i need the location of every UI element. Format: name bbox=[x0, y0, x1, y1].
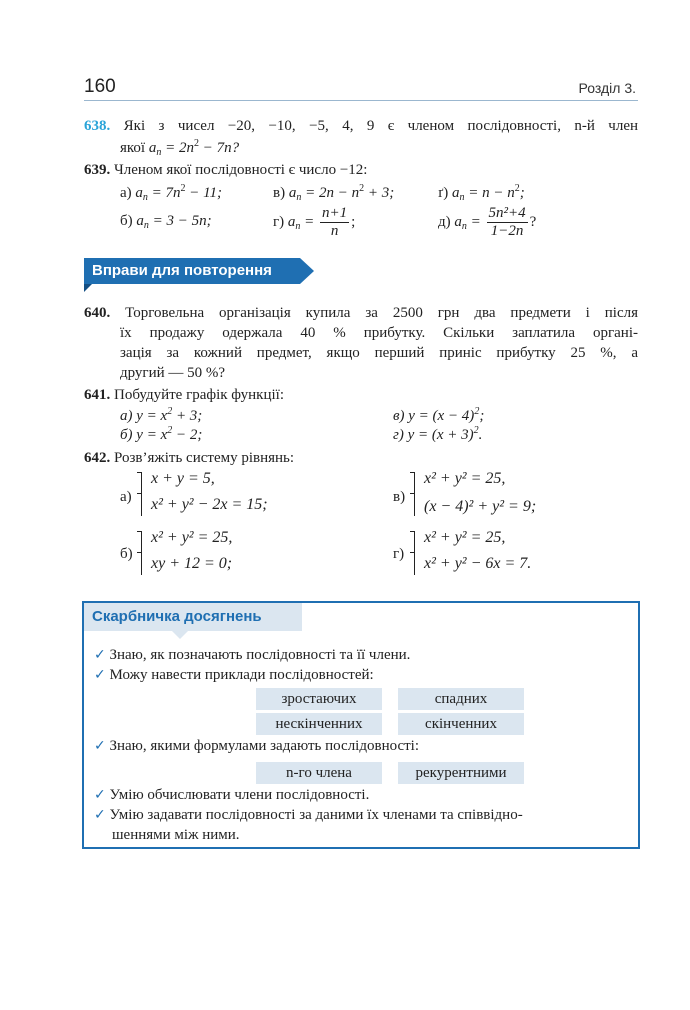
subscript: n bbox=[459, 192, 465, 203]
system-label: б) bbox=[120, 546, 133, 562]
banner-fold bbox=[84, 284, 92, 292]
numerator: 5n²+4 bbox=[488, 205, 526, 221]
equation: x² + y² = 25, bbox=[151, 529, 233, 546]
problem-638 bbox=[84, 118, 638, 135]
chip-recurrent: рекурентними bbox=[398, 762, 524, 784]
problem-number: 639. bbox=[84, 162, 111, 178]
subscript: n bbox=[461, 220, 467, 232]
superscript: 2 bbox=[473, 425, 479, 436]
option-641-v bbox=[393, 406, 484, 425]
superscript: 2 bbox=[167, 406, 173, 417]
checkmark-icon: ✓ bbox=[94, 787, 106, 803]
equation: x + y = 5, bbox=[151, 470, 215, 487]
formula: . bbox=[478, 427, 483, 443]
option-639-g bbox=[438, 183, 525, 203]
formula: ; bbox=[479, 408, 485, 424]
problem-number: 642. bbox=[84, 450, 111, 466]
equation-system-g bbox=[414, 529, 614, 581]
option-label: д) bbox=[438, 213, 455, 230]
option-641-a bbox=[120, 406, 202, 425]
problem-641 bbox=[84, 387, 638, 404]
superscript: 2 bbox=[180, 183, 186, 194]
formula: − 2; bbox=[172, 427, 203, 443]
chip-infinite: нескінченних bbox=[256, 713, 382, 735]
achievement-text: Умію обчислювати члени послідовності. bbox=[109, 787, 370, 803]
option-639-v bbox=[273, 183, 394, 203]
chapter-label: Розділ 3. bbox=[578, 80, 636, 96]
equation: (x − 4)² + y² = 9; bbox=[424, 498, 537, 515]
formula: + 3; bbox=[172, 408, 203, 424]
sequence-symbol: a bbox=[452, 185, 460, 201]
problem-text: Побудуйте графік функції: bbox=[114, 387, 284, 403]
option-label: г) bbox=[273, 213, 288, 230]
achievement-text: Можу навести приклади послідовностей: bbox=[109, 667, 374, 683]
sequence-symbol: a bbox=[454, 213, 462, 230]
option-639-h: г) $a_n$ = $\frac{n+1}{n}$ ; bbox=[273, 205, 356, 239]
formula: + 3; bbox=[364, 185, 395, 201]
checkmark-icon: ✓ bbox=[94, 647, 106, 663]
sequence-symbol: a bbox=[287, 213, 296, 230]
achievement-text: Знаю, якими формулами задають послідовності: bbox=[109, 738, 420, 754]
formula: = n − n bbox=[464, 185, 515, 201]
formula: = 3 − 5n; bbox=[148, 213, 212, 229]
formula: г) y = (x + 3) bbox=[393, 427, 474, 443]
fraction bbox=[487, 205, 528, 240]
achievement-item bbox=[94, 738, 419, 755]
superscript: 2 bbox=[474, 406, 480, 417]
problem-text: Торговельна організація купила за 2500 грн два предмети і після bbox=[125, 305, 638, 321]
problem-number: 641. bbox=[84, 387, 111, 403]
page-number: 160 bbox=[84, 76, 116, 97]
numerator: n+1 bbox=[322, 205, 348, 221]
option-label: ґ) bbox=[438, 185, 453, 201]
formula: − 11; bbox=[185, 185, 223, 201]
header-divider bbox=[84, 100, 638, 101]
sequence-symbol: a bbox=[136, 213, 144, 229]
chip-finite: скінченних bbox=[398, 713, 524, 735]
problem-640 bbox=[84, 305, 638, 322]
equation-system-b bbox=[141, 529, 341, 581]
superscript: 2 bbox=[359, 183, 365, 194]
formula: ? bbox=[529, 213, 537, 230]
superscript: 2 bbox=[167, 425, 173, 436]
problem-640-line: їх продажу одержала 40 % прибутку. Скільки заплатила органі- bbox=[120, 325, 638, 341]
equation: x² + y² − 2x = 15; bbox=[151, 496, 268, 513]
text-fragment: якої bbox=[120, 140, 149, 156]
subscript: n bbox=[296, 192, 302, 203]
sequence-symbol: a bbox=[288, 185, 297, 201]
formula: в) y = (x − 4) bbox=[393, 408, 475, 424]
option-639-b bbox=[120, 213, 212, 231]
achievement-item bbox=[94, 647, 410, 664]
subscript: n bbox=[156, 147, 162, 158]
chip-increasing: зростаючих bbox=[256, 688, 382, 710]
formula-fragment: − 7n? bbox=[198, 140, 240, 156]
formula: ; bbox=[519, 185, 525, 201]
subscript: n bbox=[142, 192, 148, 203]
superscript: 2 bbox=[193, 138, 199, 149]
problem-640-line: зація за кожний предмет, якщо перший приніс прибутку 25 %, а bbox=[120, 345, 638, 361]
denominator: n bbox=[330, 223, 339, 239]
system-label: а) bbox=[120, 489, 132, 505]
system-label: г) bbox=[393, 546, 405, 562]
option-label: а) bbox=[120, 185, 136, 201]
formula: а) y = x bbox=[120, 408, 168, 424]
problem-text: Розв’яжіть систему рівнянь: bbox=[114, 450, 295, 466]
achievement-item bbox=[94, 807, 523, 824]
equation: x² + y² = 25, bbox=[424, 529, 506, 546]
subscript: n bbox=[143, 220, 149, 231]
achievement-item-continuation: шеннями між ними. bbox=[112, 827, 240, 843]
problem-638-line2 bbox=[120, 138, 674, 158]
problem-number: 638. bbox=[84, 118, 111, 134]
section-banner: Вправи для повторення bbox=[84, 258, 300, 284]
achievement-text: Знаю, як позначають послідовності та її члени. bbox=[109, 647, 411, 663]
superscript: 2 bbox=[514, 183, 520, 194]
equation: x² + y² = 25, bbox=[424, 470, 506, 487]
equation-system-v bbox=[414, 470, 614, 522]
sequence-symbol: a bbox=[135, 185, 143, 201]
option-639-a bbox=[120, 183, 222, 203]
brace bbox=[141, 531, 148, 575]
formula: = 7n bbox=[147, 185, 181, 201]
checkmark-icon: ✓ bbox=[94, 667, 106, 683]
achievement-item bbox=[94, 667, 374, 684]
problem-642 bbox=[84, 450, 638, 467]
equation: x² + y² − 6x = 7. bbox=[424, 555, 532, 572]
problem-text: Членом якої послідовності є число −12: bbox=[114, 162, 368, 178]
checkmark-icon: ✓ bbox=[94, 807, 106, 823]
formula-fragment: = 2n bbox=[161, 140, 194, 156]
brace bbox=[414, 531, 421, 575]
option-label: б) bbox=[120, 213, 137, 229]
chip-nth-term: n-го члена bbox=[256, 762, 382, 784]
system-label: в) bbox=[393, 489, 406, 505]
equation-system-a bbox=[141, 470, 341, 522]
problem-number: 640. bbox=[84, 305, 111, 321]
problem-639 bbox=[84, 162, 638, 179]
option-641-g bbox=[393, 425, 482, 444]
formula: б) y = x bbox=[120, 427, 168, 443]
achievements-box bbox=[82, 601, 640, 849]
problem-640-line: другий — 50 %? bbox=[120, 365, 226, 381]
fraction bbox=[320, 205, 349, 240]
formula: ; bbox=[351, 213, 356, 230]
option-639-d: д) $a_n$ = $\frac{\text{5n²+4}}{1-2n}$ ? bbox=[438, 205, 537, 239]
sequence-symbol: a bbox=[148, 140, 157, 156]
chip-decreasing: спадних bbox=[398, 688, 524, 710]
achievements-title: Скарбничка досягнень bbox=[84, 603, 302, 631]
equation: xy + 12 = 0; bbox=[151, 555, 233, 572]
brace bbox=[414, 472, 421, 516]
option-label: в) bbox=[273, 185, 289, 201]
achievement-item bbox=[94, 787, 369, 804]
checkmark-icon: ✓ bbox=[94, 738, 106, 754]
problem-text: Які з чисел −20, −10, −5, 4, 9 є членом послідовності, n-й член bbox=[123, 118, 639, 134]
brace bbox=[141, 472, 148, 516]
formula: = 2n − n bbox=[301, 185, 360, 201]
denominator: 1−2n bbox=[490, 223, 524, 239]
option-641-b bbox=[120, 425, 202, 444]
achievement-text: Умію задавати послідовності за даними їх членами та співвідно- bbox=[109, 807, 523, 823]
subscript: n bbox=[295, 220, 301, 232]
